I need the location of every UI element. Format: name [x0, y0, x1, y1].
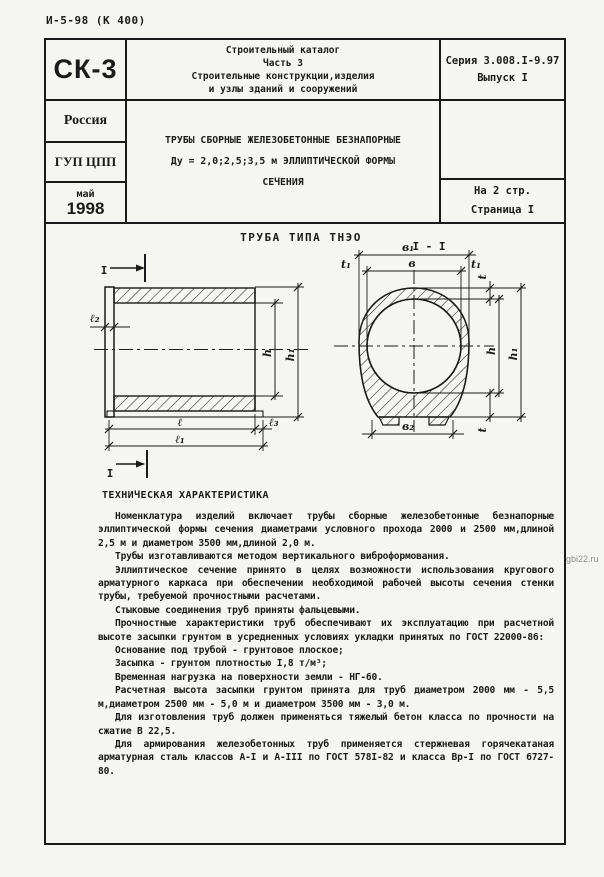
tech-paragraph: Засыпка - грунтом плотностью I,8 т/м³; — [115, 658, 327, 670]
header-cell-organization — [44, 141, 127, 183]
subject-line: Ду = 2,0;2,5;3,5 м ЭЛЛИПТИЧЕСКОЙ ФОРМЫ — [170, 156, 396, 167]
drawing-title: ТРУБА ТИПА ТНЭО — [240, 231, 362, 244]
pipe-drawings — [46, 224, 568, 492]
section-mark-letter-top: I — [100, 264, 108, 277]
dim-label-t1-left: t₁ — [341, 258, 351, 271]
dim-label-b1: в₁ — [401, 241, 415, 254]
header-cell-subject — [125, 99, 441, 224]
catalog-title-line: Строительные конструкции,изделия — [191, 70, 375, 82]
catalog-title-line: Часть 3 — [262, 57, 304, 69]
dim-label-t1-right: t₁ — [471, 258, 481, 271]
header-cell-series — [439, 38, 566, 101]
dim-label-b2: в₂ — [401, 420, 415, 433]
dim-label-t-top: t — [476, 274, 489, 280]
tech-paragraph: Эллиптическое сечение принято в целях возможности использования кругового арматурного каркаса при обеспечении необходимой рабочей высоты сечения стенки трубы, требуемой прочностными расчетами. — [98, 564, 554, 603]
dim-label-l: ℓ — [177, 416, 183, 429]
pipe-cross-section — [334, 250, 526, 439]
dim-label-h: h — [261, 349, 274, 357]
section-cut-mark-top — [110, 254, 145, 282]
issue-year: 1998 — [66, 198, 105, 218]
issue-month: май — [76, 188, 95, 200]
header-cell-paging — [439, 178, 566, 224]
header-cell-catalog-title — [125, 38, 441, 101]
tech-paragraph: Стыковые соединения труб приняты фальцевыми. — [115, 604, 361, 616]
site-watermark: gbi22.ru — [566, 554, 599, 564]
header-cell-date — [44, 181, 127, 224]
dim-label-h-cross: h — [485, 347, 498, 355]
catalog-title-line: и узлы зданий и сооружений — [208, 83, 358, 95]
dim-label-h1: h₁ — [284, 348, 297, 362]
tech-paragraph: Прочностные характеристики труб обеспечивают их эксплуатацию при расчетной высоте засыпки грунтом в усредненных условиях укладки принятых по ГОСТ 22000-86: — [98, 618, 554, 643]
tech-section-title: ТЕХНИЧЕСКАЯ ХАРАКТЕРИСТИКА — [102, 490, 269, 501]
series-label: Серия 3.008.I-9.97 — [445, 54, 560, 67]
tech-paragraph: Расчетная высота засыпки грунтом принята для труб диаметром 2000 мм - 5,5 м,диаметром 2500 мм - 5,0 м и диаметром 3500 мм - 3,0 м. — [98, 685, 554, 710]
tech-paragraph: Основание под трубой - грунтовое плоское; — [115, 645, 344, 657]
subject-line: СЕЧЕНИЯ — [262, 177, 304, 188]
subject-line: ТРУБЫ СБОРНЫЕ ЖЕЛЕЗОБЕТОННЫЕ БЕЗНАПОРНЫЕ — [165, 135, 401, 146]
pages-count: На 2 стр. — [474, 185, 531, 197]
tech-paragraph: Временная нагрузка на поверхности земли - НГ-60. — [115, 671, 383, 683]
technical-characteristics — [98, 490, 554, 778]
dim-label-t-bottom: t — [476, 427, 489, 433]
document-code: И-5-98 (К 400) — [46, 14, 146, 27]
section-view-label: I - I — [412, 240, 446, 253]
pipe-longitudinal-section — [90, 254, 308, 478]
catalog-title-line: Строительный каталог — [225, 44, 341, 56]
tech-paragraph: Трубы изготавливаются методом вертикального виброформования. — [115, 551, 450, 563]
issue-label: Выпуск I — [477, 71, 528, 84]
dim-label-l1: ℓ₁ — [175, 433, 185, 446]
content-frame — [44, 222, 566, 845]
dim-label-l2: ℓ₂ — [90, 312, 100, 325]
section-mark-letter-bottom: I — [106, 467, 114, 480]
tech-paragraph: Номенклатура изделий включает трубы сборные железобетонные безнапорные эллиптической формы сечения диаметрами условного прохода 2000 и 2500 мм,длиной 2,5 м и диаметром 3500 мм,длиной 2,0 м. — [98, 511, 554, 549]
header-cell-catalog-code — [44, 38, 127, 101]
dim-label-h1-cross: h₁ — [507, 347, 520, 361]
tech-paragraph: Для изготовления труб должен применяться тяжелый бетон класса по прочности на сжатие В 22,5. — [98, 712, 554, 737]
tech-paragraph: Для армирования железобетонных труб применяется стержневая горячекатаная арматурная сталь классов А-I и А-III по ГОСТ 578I-82 и класса Вр-I по ГОСТ 6727-80. — [98, 738, 554, 777]
catalog-code: СК-3 — [53, 54, 118, 84]
section-cut-mark-bottom — [116, 450, 147, 478]
header-cell-country — [44, 99, 127, 143]
page-number: Страница I — [470, 204, 535, 216]
header-cell-empty — [439, 99, 566, 180]
organization-label: ГУП ЦПП — [54, 154, 117, 169]
dim-label-l3: ℓ₃ — [269, 416, 279, 429]
dim-label-b: в — [408, 257, 416, 270]
country-label: Россия — [63, 113, 108, 128]
